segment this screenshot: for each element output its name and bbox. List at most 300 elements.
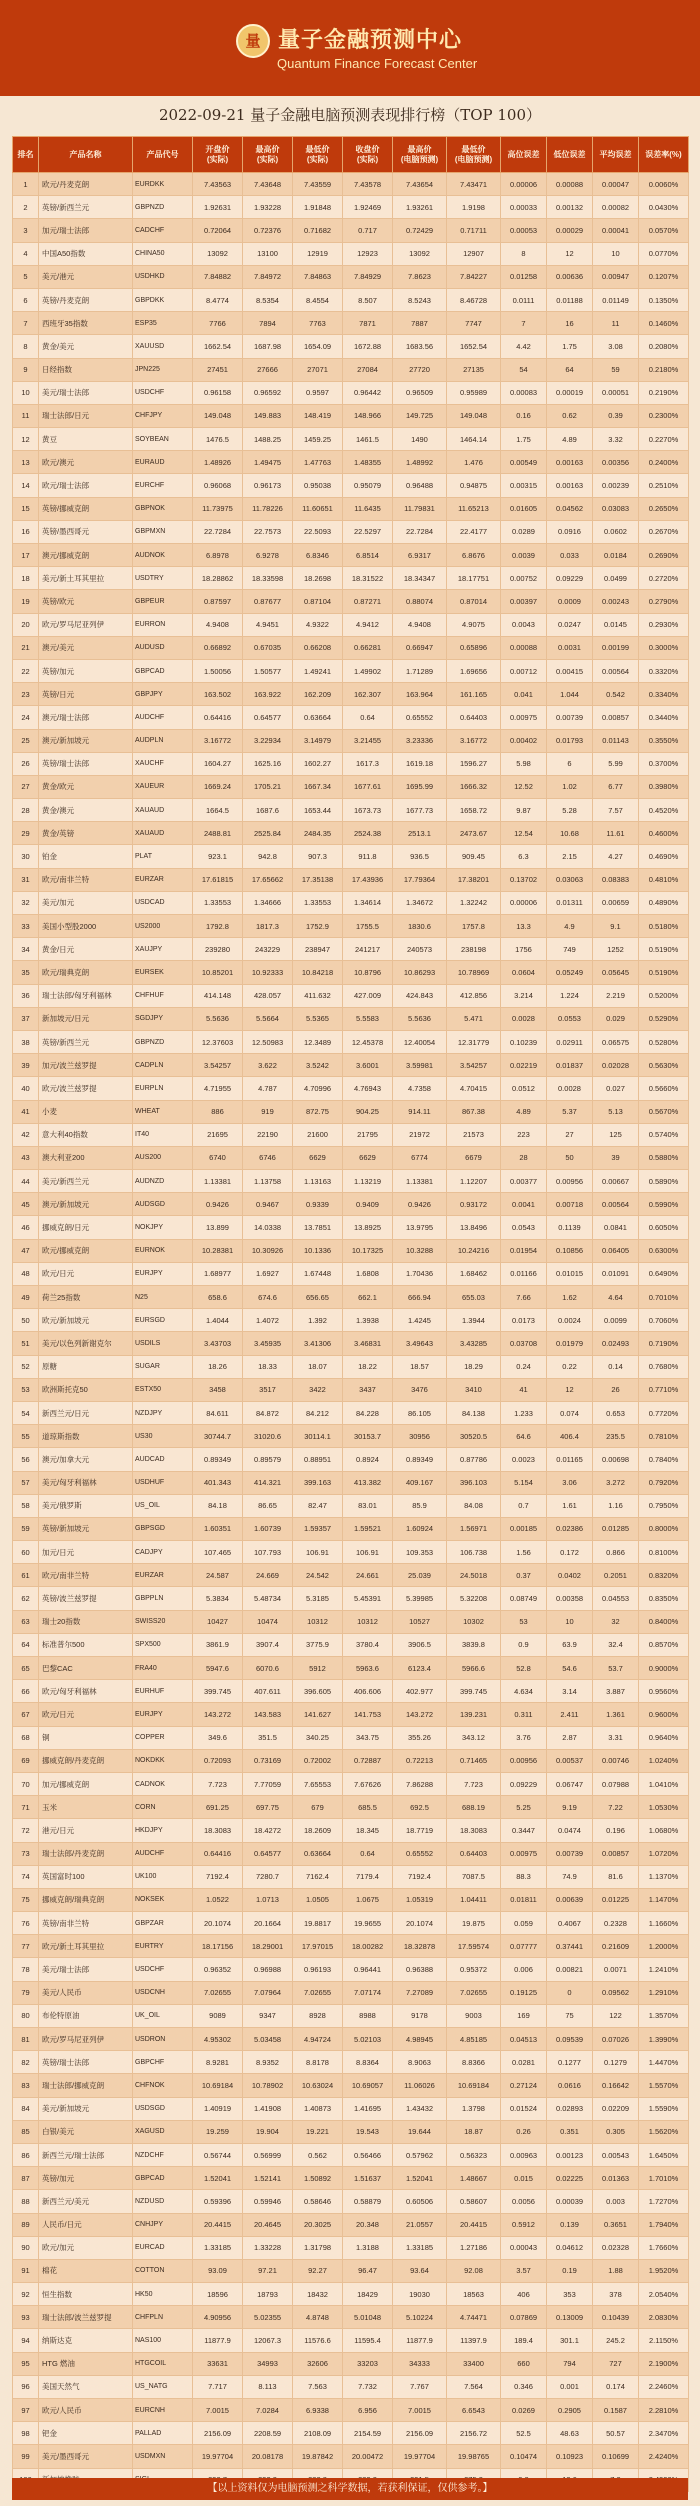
table-cell: 13092 (193, 242, 243, 265)
table-cell: 8.8178 (293, 2051, 343, 2074)
table-cell: 19.98765 (447, 2445, 501, 2468)
table-cell: 4.9075 (447, 613, 501, 636)
table-cell: 欧元/挪威克朗 (39, 1239, 133, 1262)
table-cell: 0.64 (343, 1842, 393, 1865)
table-cell: AUDNOK (133, 544, 193, 567)
table-cell: 5.3834 (193, 1587, 243, 1610)
table-cell: 0.60506 (393, 2190, 447, 2213)
table-cell: 27 (13, 775, 39, 798)
table-row (13, 1448, 689, 1471)
table-cell: 3.43703 (193, 1332, 243, 1355)
table-cell: 0.01363 (593, 2167, 639, 2190)
table-cell: 1.33185 (193, 2236, 243, 2259)
table-cell: 1.50056 (193, 659, 243, 682)
table-cell: 5963.6 (343, 1657, 393, 1680)
table-cell: 19.97704 (193, 2445, 243, 2468)
table-cell: 1.7270% (639, 2190, 689, 2213)
table-cell: 3.41306 (293, 1332, 343, 1355)
table-cell: 0.87271 (343, 590, 393, 613)
table-cell: 24 (13, 706, 39, 729)
table-cell: US30 (133, 1425, 193, 1448)
table-cell: 0.96442 (343, 381, 393, 404)
table-cell: 1.1370% (639, 1865, 689, 1888)
table-cell: 886 (193, 1100, 243, 1123)
table-cell: 0.00718 (547, 1193, 593, 1216)
table-row (13, 1054, 689, 1077)
table-cell: 66 (13, 1680, 39, 1703)
table-cell: 0.9339 (293, 1193, 343, 1216)
table-cell: 1.91848 (293, 196, 343, 219)
table-cell: 18.33 (243, 1355, 293, 1378)
table-cell: 17.65662 (243, 868, 293, 891)
table-cell: 6.6543 (447, 2399, 501, 2422)
table-row (13, 1610, 689, 1633)
table-cell: 0.041 (501, 683, 547, 706)
table-cell: 0.06405 (593, 1239, 639, 1262)
table-cell: 11.6435 (343, 497, 393, 520)
table-cell: 0.04612 (547, 2236, 593, 2259)
table-cell: 布伦特原油 (39, 2004, 133, 2027)
table-cell: 0.7920% (639, 1471, 689, 1494)
table-cell: 9089 (193, 2004, 243, 2027)
table-cell: 0.006 (501, 1958, 547, 1981)
table-cell: 7763 (293, 312, 343, 335)
table-cell: 9003 (447, 2004, 501, 2027)
table-cell: 6629 (293, 1146, 343, 1169)
table-cell: 942.8 (243, 845, 293, 868)
table-cell: 1.476 (447, 451, 501, 474)
table-cell: 0.2080% (639, 335, 689, 358)
table-cell: 4.27 (593, 845, 639, 868)
table-cell: 57 (13, 1471, 39, 1494)
table-cell: EURTRY (133, 1935, 193, 1958)
table-cell: 3861.9 (193, 1633, 243, 1656)
table-cell: UK100 (133, 1865, 193, 1888)
table-row (13, 2352, 689, 2375)
table-cell: 0.2190% (639, 381, 689, 404)
table-cell: 美元/瑞士法郎 (39, 381, 133, 404)
table-cell: 396.103 (447, 1471, 501, 1494)
table-cell: 0.00006 (501, 891, 547, 914)
table-cell: 189.4 (501, 2329, 547, 2352)
table-cell: 1.3188 (343, 2236, 393, 2259)
table-cell: 223 (501, 1123, 547, 1146)
table-cell: 8988 (343, 2004, 393, 2027)
table-cell: 1.0675 (343, 1888, 393, 1911)
table-cell: 7.57 (593, 799, 639, 822)
table-cell: 瑞士20指数 (39, 1610, 133, 1633)
table-cell: 英镑/南非兰特 (39, 1912, 133, 1935)
table-cell: 19 (13, 590, 39, 613)
table-cell: EURZAR (133, 868, 193, 891)
table-cell: 5.03458 (243, 2028, 293, 2051)
table-cell: 72 (13, 1819, 39, 1842)
table-cell: 92 (13, 2283, 39, 2306)
table-cell: 0.09229 (547, 567, 593, 590)
table-cell: 美元/墨西哥元 (39, 2445, 133, 2468)
table-cell: NZDJPY (133, 1401, 193, 1424)
table-cell: 5.5636 (393, 1007, 447, 1030)
table-cell: 0.0028 (501, 1007, 547, 1030)
table-cell: UK_OIL (133, 2004, 193, 2027)
table-cell: AUDNZD (133, 1170, 193, 1193)
table-cell: 691.25 (193, 1796, 243, 1819)
header-banner (0, 0, 700, 96)
table-cell: 5.02103 (343, 2028, 393, 2051)
table-cell: 1.68462 (447, 1262, 501, 1285)
table-cell: 15 (13, 497, 39, 520)
table-cell: 5 (13, 265, 39, 288)
table-cell: 欧元/新土耳其里拉 (39, 1935, 133, 1958)
table-cell: 美元/瑞士法郎 (39, 1958, 133, 1981)
table-header-row (13, 137, 689, 173)
table-cell: 1490 (393, 428, 447, 451)
table-cell: 新西兰元/美元 (39, 2190, 133, 2213)
table-cell: 45 (13, 1193, 39, 1216)
table-cell: 1.34666 (243, 891, 293, 914)
table-cell: 412.856 (447, 984, 501, 1007)
table-cell: 0.2790% (639, 590, 689, 613)
table-cell: 0.96509 (393, 381, 447, 404)
table-row (13, 2375, 689, 2398)
table-cell: 0.65552 (393, 706, 447, 729)
table-cell: 4 (13, 242, 39, 265)
table-cell: 0.00821 (547, 1958, 593, 1981)
table-cell: 63 (13, 1610, 39, 1633)
table-cell: XAUUSD (133, 335, 193, 358)
table-cell: 41 (13, 1100, 39, 1123)
table-cell: 38 (13, 1030, 39, 1053)
table-cell: 0.5912 (501, 2213, 547, 2236)
table-cell: EURCHF (133, 474, 193, 497)
table-cell: 0.3000% (639, 636, 689, 659)
table-cell: 31 (13, 868, 39, 891)
table-cell: 0.10856 (547, 1239, 593, 1262)
table-cell: 5.13 (593, 1100, 639, 1123)
table-cell: GBPZAR (133, 1912, 193, 1935)
table-cell: 1617.3 (343, 752, 393, 775)
table-cell: 欧元/匈牙利福林 (39, 1680, 133, 1703)
table-cell: 英镑/加元 (39, 659, 133, 682)
table-cell: 欧元/日元 (39, 1703, 133, 1726)
table-cell: 1 (13, 173, 39, 196)
table-cell: 1.4470% (639, 2051, 689, 2074)
table-cell: US2000 (133, 915, 193, 938)
table-cell: 5.98 (501, 752, 547, 775)
table-cell: 7.43648 (243, 173, 293, 196)
column-header: 产品代号 (133, 137, 193, 173)
table-cell: 414.321 (243, 1471, 293, 1494)
table-cell: 1.2000% (639, 1935, 689, 1958)
table-cell: 65 (13, 1657, 39, 1680)
table-cell: 0.13009 (547, 2306, 593, 2329)
table-cell: 1792.8 (193, 915, 243, 938)
table-cell: XAUAUD (133, 822, 193, 845)
table-cell: 7.563 (293, 2375, 343, 2398)
table-cell: 0.72002 (293, 1749, 343, 1772)
table-cell: 18.33598 (243, 567, 293, 590)
table-cell: 道琼斯指数 (39, 1425, 133, 1448)
table-cell: 7.84972 (243, 265, 293, 288)
table-cell: WHEAT (133, 1100, 193, 1123)
table-cell: 1817.3 (243, 915, 293, 938)
table-cell: 0.56323 (447, 2143, 501, 2166)
table-cell: 7.43563 (193, 173, 243, 196)
table-cell: 33203 (343, 2352, 393, 2375)
table-cell: 1.56971 (447, 1517, 501, 1540)
table-cell: 1667.34 (293, 775, 343, 798)
table-cell: 0.00752 (501, 567, 547, 590)
table-cell: 655.03 (447, 1286, 501, 1309)
table-cell: EURCNH (133, 2399, 193, 2422)
table-row (13, 1401, 689, 1424)
table-cell: 83.01 (343, 1494, 393, 1517)
table-cell: 13.899 (193, 1216, 243, 1239)
table-cell: 4.85185 (447, 2028, 501, 2051)
table-row (13, 1726, 689, 1749)
table-cell: 0.19125 (501, 1981, 547, 2004)
table-cell: 9347 (243, 2004, 293, 2027)
table-cell: USDTRY (133, 567, 193, 590)
table-cell: 1.0720% (639, 1842, 689, 1865)
table-cell: 0.01165 (547, 1448, 593, 1471)
table-cell: 挪威克朗/丹麦克朗 (39, 1749, 133, 1772)
table-cell: 0.4520% (639, 799, 689, 822)
table-cell: 1.50577 (243, 659, 293, 682)
table-cell: 纳斯达克 (39, 2329, 133, 2352)
column-header: 开盘价 (实际) (193, 137, 243, 173)
table-row (13, 1888, 689, 1911)
table-cell: 1.93228 (243, 196, 293, 219)
table-cell: 46 (13, 1216, 39, 1239)
table-cell: 0.2905 (547, 2399, 593, 2422)
table-cell: 424.843 (393, 984, 447, 1007)
table-cell: 1.48992 (393, 451, 447, 474)
table-cell: 3.76 (501, 1726, 547, 1749)
table-cell: 4.42 (501, 335, 547, 358)
table-cell: 2524.38 (343, 822, 393, 845)
table-cell: COPPER (133, 1726, 193, 1749)
table-row (13, 1912, 689, 1935)
table-row (13, 196, 689, 219)
table-cell: 0.174 (593, 2375, 639, 2398)
table-cell: 0.01837 (547, 1054, 593, 1077)
table-cell: US_OIL (133, 1494, 193, 1517)
table-cell: 0.5290% (639, 1007, 689, 1030)
table-row (13, 590, 689, 613)
table-cell: 28 (501, 1146, 547, 1169)
table-cell: 0.8570% (639, 1633, 689, 1656)
table-cell: 7.02655 (193, 1981, 243, 2004)
table-cell: 7.723 (193, 1772, 243, 1795)
table-row (13, 404, 689, 427)
table-cell: USDCNH (133, 1981, 193, 2004)
table-cell: 3 (13, 219, 39, 242)
table-cell: 22.4177 (447, 520, 501, 543)
table-cell: 19.543 (343, 2120, 393, 2143)
table-cell: 1.3944 (447, 1309, 501, 1332)
table-cell: 0.39 (593, 404, 639, 427)
table-cell: 0.2270% (639, 428, 689, 451)
table-cell: 4.74471 (447, 2306, 501, 2329)
table-cell: 911.8 (343, 845, 393, 868)
table-row (13, 1332, 689, 1355)
table-cell: 8.113 (243, 2375, 293, 2398)
table-cell: 7.43559 (293, 173, 343, 196)
table-cell: 18.3083 (193, 1819, 243, 1842)
table-cell: 0.00639 (547, 1888, 593, 1911)
table-row (13, 2399, 689, 2422)
table-cell: 0.015 (501, 2167, 547, 2190)
table-cell: 30956 (393, 1425, 447, 1448)
table-cell: 0.02225 (547, 2167, 593, 2190)
table-cell: 349.6 (193, 1726, 243, 1749)
table-cell: 19.644 (393, 2120, 447, 2143)
table-cell: 1.75 (547, 335, 593, 358)
table-row (13, 683, 689, 706)
table-row (13, 1494, 689, 1517)
table-cell: 0.07026 (593, 2028, 639, 2051)
table-cell: 12907 (447, 242, 501, 265)
table-cell: 0.01188 (547, 288, 593, 311)
table-cell: 13.3 (501, 915, 547, 938)
table-cell: 94 (13, 2329, 39, 2352)
table-cell: 4.634 (501, 1680, 547, 1703)
table-cell: 19.259 (193, 2120, 243, 2143)
table-cell: NAS100 (133, 2329, 193, 2352)
table-cell: 163.922 (243, 683, 293, 706)
table-cell: 英镑/挪威克朗 (39, 497, 133, 520)
table-cell: 5.01048 (343, 2306, 393, 2329)
table-cell: 4.90956 (193, 2306, 243, 2329)
table-cell: 0.02386 (547, 1517, 593, 1540)
table-cell: 427.009 (343, 984, 393, 1007)
table-cell: 0.9560% (639, 1680, 689, 1703)
table-cell: EURSEK (133, 961, 193, 984)
table-cell: 25 (13, 729, 39, 752)
table-cell: 64 (547, 358, 593, 381)
table-cell: 79 (13, 1981, 39, 2004)
table-cell: 0.96352 (193, 1958, 243, 1981)
table-cell: 1652.54 (447, 335, 501, 358)
table-cell: 1.71289 (393, 659, 447, 682)
table-cell: 1672.88 (343, 335, 393, 358)
table-cell: EURRON (133, 613, 193, 636)
table-cell: 0.5890% (639, 1170, 689, 1193)
table-cell: 26 (13, 752, 39, 775)
table-cell: 黄金/澳元 (39, 799, 133, 822)
table-cell: 8.507 (343, 288, 393, 311)
table-cell: 1.7940% (639, 2213, 689, 2236)
table-row (13, 358, 689, 381)
table-cell: XAUCHF (133, 752, 193, 775)
table-cell: 169 (501, 2004, 547, 2027)
table-cell: 1.50892 (293, 2167, 343, 2190)
table-cell: 658.6 (193, 1286, 243, 1309)
table-cell: 48.63 (547, 2422, 593, 2445)
table-cell: 0.05249 (547, 961, 593, 984)
table-cell: 0.0570% (639, 219, 689, 242)
table-cell: 英国富时100 (39, 1865, 133, 1888)
table-cell: 0.3700% (639, 752, 689, 775)
table-cell: 1673.73 (343, 799, 393, 822)
table-cell: 0.96193 (293, 1958, 343, 1981)
table-cell: 3907.4 (243, 1633, 293, 1656)
table-cell: 21972 (393, 1123, 447, 1146)
table-cell: GBPCAD (133, 659, 193, 682)
table-cell: 2.1150% (639, 2329, 689, 2352)
table-cell: 1.40873 (293, 2097, 343, 2120)
table-cell: 1252 (593, 938, 639, 961)
table-cell: 日经指数 (39, 358, 133, 381)
table-cell: SWISS20 (133, 1610, 193, 1633)
table-cell: 0.139 (547, 2213, 593, 2236)
table-cell: 12 (13, 428, 39, 451)
table-cell: 163.502 (193, 683, 243, 706)
logo-glyph: 量 (245, 32, 261, 50)
table-cell: 19.221 (293, 2120, 343, 2143)
table-cell: 1.48667 (447, 2167, 501, 2190)
table-cell: 2.4240% (639, 2445, 689, 2468)
table-cell: 18.4272 (243, 1819, 293, 1842)
table-cell: 0.59946 (243, 2190, 293, 2213)
table-cell: 加元/挪威克朗 (39, 1772, 133, 1795)
table-cell: 0.10923 (547, 2445, 593, 2468)
table-cell: 欧元/人民币 (39, 2399, 133, 2422)
table-cell: CORN (133, 1796, 193, 1819)
table-cell: 11.73975 (193, 497, 243, 520)
table-cell: 13.9795 (393, 1216, 447, 1239)
table-cell: 141.753 (343, 1703, 393, 1726)
table-cell: 3476 (393, 1378, 447, 1401)
table-cell: 0.5740% (639, 1123, 689, 1146)
table-row (13, 474, 689, 497)
table-cell: 2.2810% (639, 2399, 689, 2422)
table-cell: 0.0099 (593, 1309, 639, 1332)
table-cell: 161.165 (447, 683, 501, 706)
table-cell: 0.67035 (243, 636, 293, 659)
table-cell: 12 (547, 1378, 593, 1401)
table-cell: 0.5190% (639, 961, 689, 984)
table-cell: 1.0522 (193, 1888, 243, 1911)
table-cell: 4.9412 (343, 613, 393, 636)
table-row (13, 173, 689, 196)
table-cell: 406 (501, 2283, 547, 2306)
table-cell: 1.7660% (639, 2236, 689, 2259)
table-cell: 84.138 (447, 1401, 501, 1424)
table-cell: 61 (13, 1564, 39, 1587)
table-cell: 19030 (393, 2283, 447, 2306)
table-cell: USDRON (133, 2028, 193, 2051)
table-cell: 3.21455 (343, 729, 393, 752)
table-cell: 10427 (193, 1610, 243, 1633)
table-cell: 409.167 (393, 1471, 447, 1494)
table-cell: EURNOK (133, 1239, 193, 1262)
table-cell: 74 (13, 1865, 39, 1888)
table-cell: 瑞士法郎/波兰兹罗提 (39, 2306, 133, 2329)
table-cell: 20.3025 (293, 2213, 343, 2236)
table-cell: 荷兰25指数 (39, 1286, 133, 1309)
table-cell: USDCHF (133, 1958, 193, 1981)
table-cell: 238947 (293, 938, 343, 961)
table-cell: 0.56744 (193, 2143, 243, 2166)
table-cell: 1.49241 (293, 659, 343, 682)
table-cell: 2156.72 (447, 2422, 501, 2445)
table-cell: 美元/新土耳其里拉 (39, 567, 133, 590)
table-cell: 0.95079 (343, 474, 393, 497)
table-cell: 149.883 (243, 404, 293, 427)
table-row (13, 2306, 689, 2329)
